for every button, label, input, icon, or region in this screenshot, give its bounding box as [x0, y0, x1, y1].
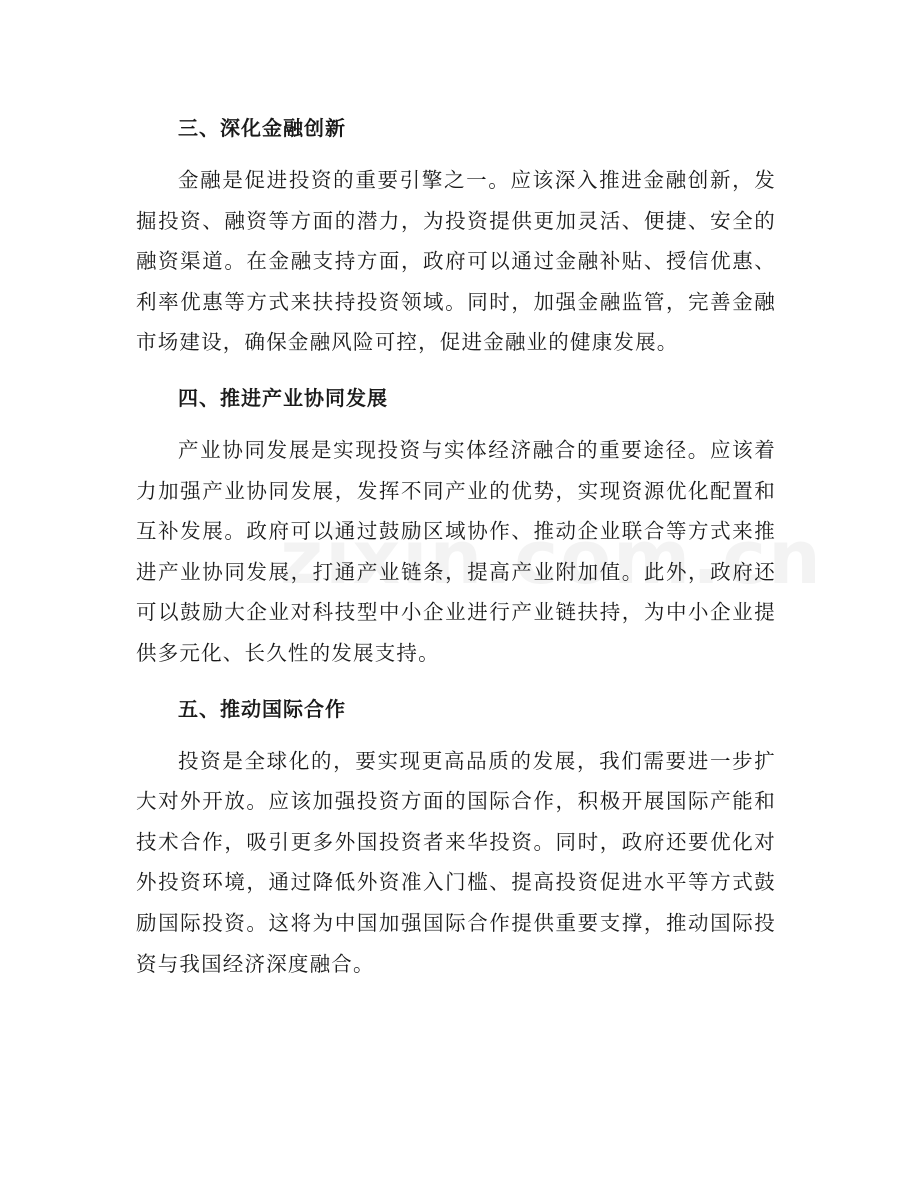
section-paragraph: 产业协同发展是实现投资与实体经济融合的重要途径。应该着力加强产业协同发展，发挥不同产业的优势，实现资源优化配置和互补发展。政府可以通过鼓励区域协作、推动企业联合等方式来推进产业协同发展，打通产业链条，提高产业附加值。此外，政府还可以鼓励大企业对科技型中小企业进行产业链扶持，为中小企业提供多元化、长久性的发展支持。 — [136, 437, 776, 665]
section-heading: 四、推进产业协同发展 — [178, 385, 388, 410]
section-paragraph: 金融是促进投资的重要引擎之一。应该深入推进金融创新，发掘投资、融资等方面的潜力，为投资提供更加灵活、便捷、安全的融资渠道。在金融支持方面，政府可以通过金融补贴、授信优惠、利率优惠等方式来扶持投资领域。同时，加强金融监管，完善金融市场建设，确保金融风险可控，促进金融业的健康发展。 — [136, 168, 776, 355]
section-heading: 三、深化金融创新 — [178, 116, 346, 140]
document-body — [136, 108, 776, 999]
section-industry-coordination — [136, 378, 776, 674]
section-financial-innovation — [136, 108, 776, 363]
section-paragraph: 投资是全球化的，要实现更高品质的发展，我们需要进一步扩大对外开放。应该加强投资方面的国际合作，积极开展国际产能和技术合作，吸引更多外国投资者来华投资。同时，政府还要优化对外投资环境，通过降低外资准入门槛、提高投资促进水平等方式鼓励国际投资。这将为中国加强国际合作提供重要支撑，推动国际投资与我国经济深度融合。 — [136, 748, 776, 976]
section-international-cooperation — [136, 689, 776, 985]
section-heading: 五、推动国际合作 — [178, 696, 346, 721]
